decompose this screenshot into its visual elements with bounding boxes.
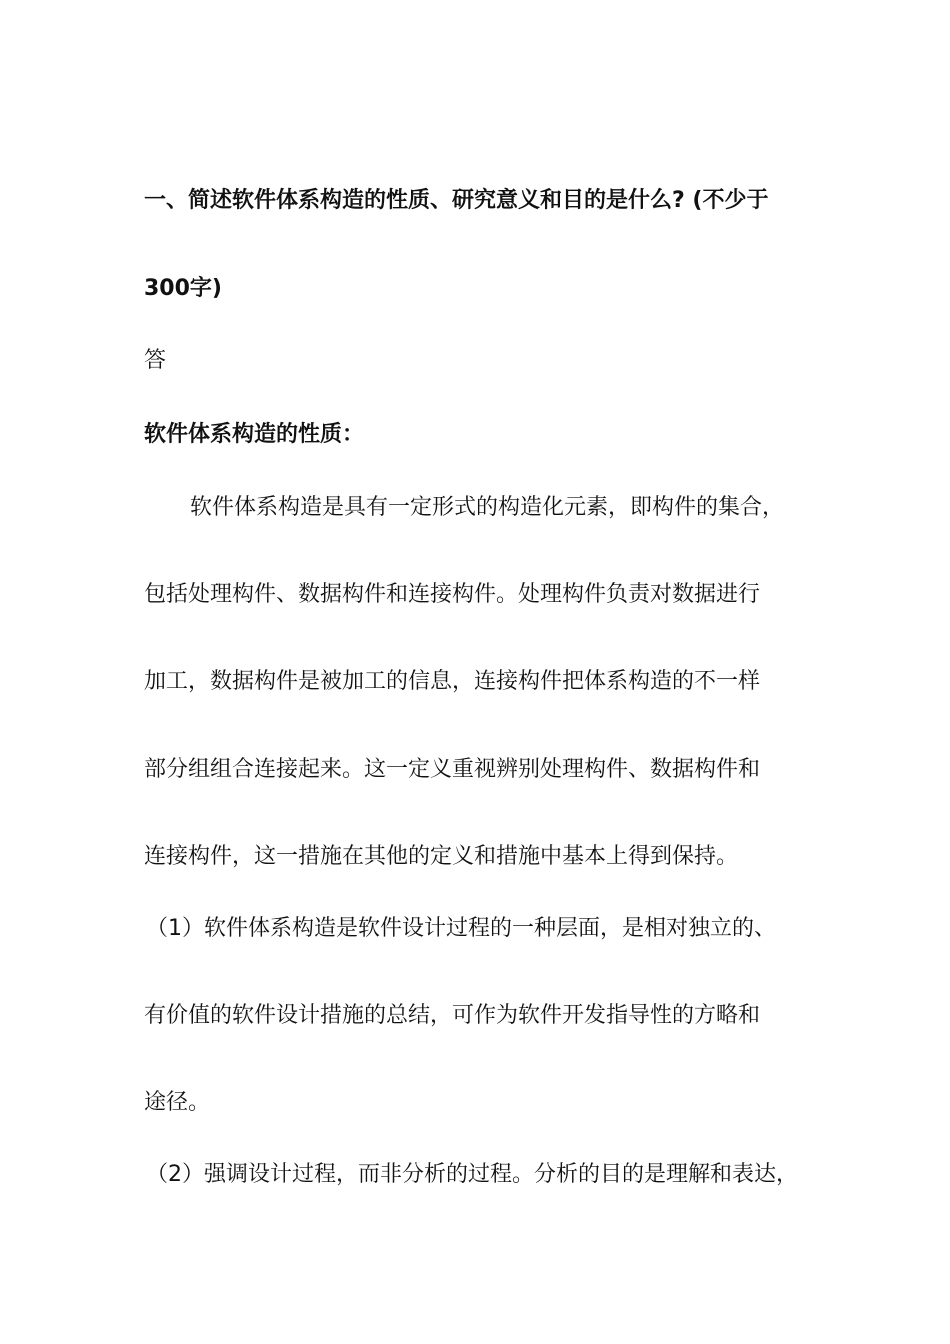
answer-label: 答 [144,348,167,373]
paragraph-line: 软件体系构造是具有一定形式的构造化元素，即构件的集合， [190,495,785,520]
question-title-line-2: 300字) [144,276,222,301]
question-title-line-1: 一、简述软件体系构造的性质、研究意义和目的是什么? (不少于 [144,188,769,213]
list-item-1-line: 途径。 [144,1090,211,1115]
paragraph-line: 部分组组合连接起来。这一定义重视辨别处理构件、数据构件和 [144,757,761,782]
list-item-2-line: （2）强调设计过程，而非分析的过程。分析的目的是理解和表达， [146,1162,798,1187]
section-heading: 软件体系构造的性质： [144,422,365,447]
list-item-1-line: 有价值的软件设计措施的总结，可作为软件开发指导性的方略和 [144,1003,761,1028]
paragraph-line: 连接构件，这一措施在其他的定义和措施中基本上得到保持。 [144,844,739,869]
list-item-1-line: （1）软件体系构造是软件设计过程的一种层面，是相对独立的、 [146,916,776,941]
paragraph-line: 包括处理构件、数据构件和连接构件。处理构件负责对数据进行 [144,582,761,607]
paragraph-line: 加工，数据构件是被加工的信息，连接构件把体系构造的不一样 [144,669,761,694]
